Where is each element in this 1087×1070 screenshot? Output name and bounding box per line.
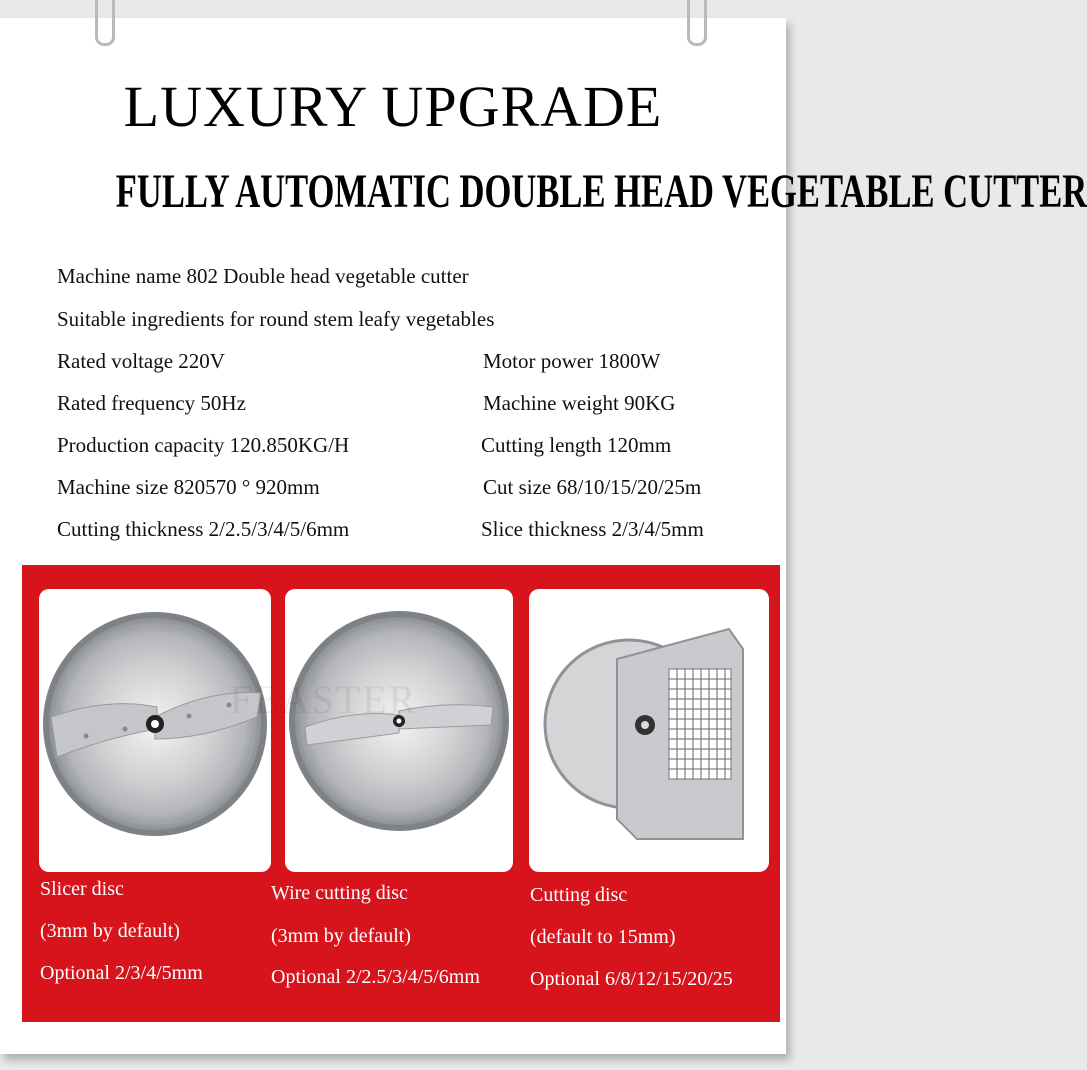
cutting-disc-card: [529, 589, 769, 872]
spec-voltage: Rated voltage 220V: [57, 349, 225, 373]
spec-motor-power: Motor power 1800W: [483, 349, 661, 373]
spec-capacity: Production capacity 120.850KG/H: [57, 433, 350, 457]
wire-cutting-disc-image: [285, 589, 513, 872]
cutting-disc-default: (default to 15mm): [530, 926, 676, 948]
disc-panel: [22, 565, 780, 1022]
wire-cutting-disc-default: (3mm by default): [271, 925, 411, 947]
wire-cutting-disc-optional: Optional 2/2.5/3/4/5/6mm: [271, 966, 480, 988]
cutting-disc-image: [529, 589, 769, 872]
spec-cutting-thickness: Cutting thickness 2/2.5/3/4/5/6mm: [57, 517, 350, 541]
cutting-disc-optional: Optional 6/8/12/15/20/25: [530, 968, 733, 990]
binder-ring-right: [687, 0, 707, 46]
slicer-disc-optional: Optional 2/3/4/5mm: [40, 962, 203, 984]
cutting-disc-name: Cutting disc: [530, 884, 628, 906]
spec-cut-size: Cut size 68/10/15/20/25m: [483, 475, 702, 499]
spec-cutting-length: Cutting length 120mm: [481, 433, 672, 457]
slicer-disc-default: (3mm by default): [40, 920, 180, 942]
page-subtitle: FULLY AUTOMATIC DOUBLE HEAD VEGETABLE CUTTER: [115, 165, 1087, 218]
spec-frequency: Rated frequency 50Hz: [57, 391, 246, 415]
spec-size: Machine size 820570 ° 920mm: [57, 475, 320, 499]
slicer-disc-name: Slicer disc: [40, 878, 124, 900]
spec-machine-name: Machine name 802 Double head vegetable cutter: [57, 264, 469, 288]
spec-slice-thickness: Slice thickness 2/3/4/5mm: [481, 517, 704, 541]
spec-ingredients: Suitable ingredients for round stem leafy vegetables: [57, 307, 495, 331]
watermark-text: FEASTER: [230, 677, 418, 722]
binder-ring-left: [95, 0, 115, 46]
slicer-disc-card: [39, 589, 271, 872]
spec-weight: Machine weight 90KG: [483, 391, 676, 415]
wire-cutting-disc-name: Wire cutting disc: [271, 882, 408, 904]
page-title: LUXURY UPGRADE: [123, 74, 663, 139]
slicer-disc-image: [39, 589, 271, 872]
wire-cutting-disc-card: [285, 589, 513, 872]
